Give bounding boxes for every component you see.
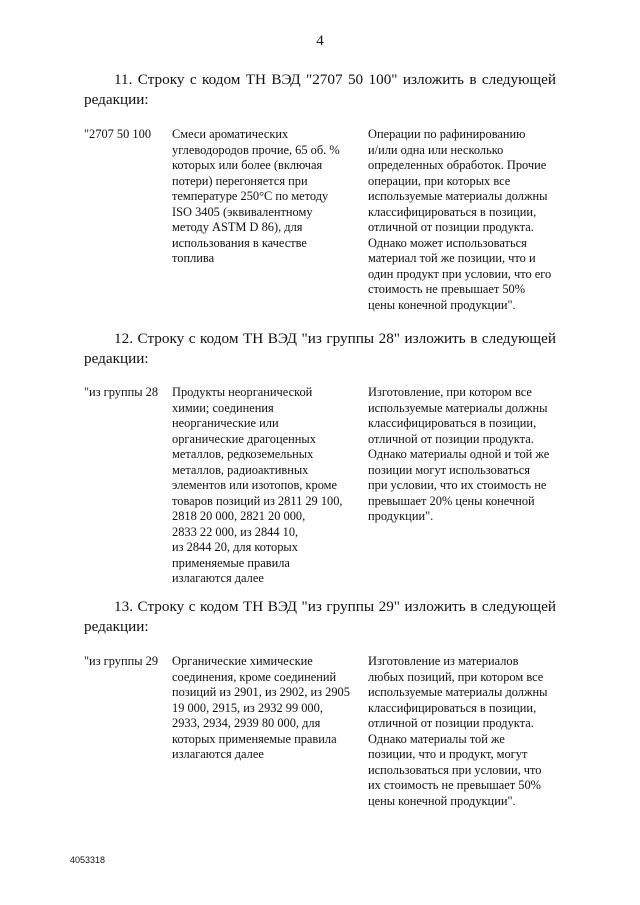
text-line: используемые материалы должны bbox=[368, 685, 548, 699]
row-rule bbox=[368, 127, 568, 313]
text-line: при условии, что их стоимость не bbox=[368, 478, 547, 492]
text-line: продукции". bbox=[368, 509, 434, 523]
text-line: используемые материалы должны bbox=[368, 189, 548, 203]
text-line: товаров позиций из 2811 29 100, bbox=[172, 493, 343, 508]
text-line: один продукт при условии, что его bbox=[368, 266, 552, 281]
text-line: Однако материалы одной и той же bbox=[368, 447, 550, 461]
text-line: 2833 22 000, из 2844 10, bbox=[172, 524, 299, 539]
text-line: температуре 250°С по методу bbox=[172, 189, 329, 203]
text-line: Органические химические bbox=[172, 654, 313, 668]
text-line: металлов, редкоземельных bbox=[172, 447, 314, 461]
text-line: из 2844 20, для которых bbox=[172, 540, 298, 554]
row-rule bbox=[368, 654, 568, 809]
text-line: определенных обработок. Прочие bbox=[368, 158, 547, 172]
section-heading-line: редакции: bbox=[84, 350, 149, 367]
text-line: металлов, радиоактивных bbox=[172, 462, 309, 477]
text-line: используемые материалы должны bbox=[368, 400, 548, 415]
text-line: химии; соединения bbox=[172, 400, 274, 415]
page-number: 4 bbox=[316, 33, 324, 49]
row-code: "из группы 28 bbox=[84, 385, 159, 399]
text-line: органические драгоценных bbox=[172, 431, 316, 446]
text-line: неорганические или bbox=[172, 416, 279, 430]
text-line: классифицироваться в позиции, bbox=[368, 416, 537, 430]
text-line: Продукты неорганической bbox=[172, 385, 313, 399]
text-line: Смеси ароматических bbox=[172, 127, 289, 141]
text-line: соединения, кроме соединений bbox=[172, 669, 337, 684]
text-line: 19 000, 2915, из 2932 99 000, bbox=[172, 700, 323, 715]
text-line: излагаются далее bbox=[172, 747, 264, 761]
section-heading-12 bbox=[84, 329, 556, 369]
section-heading-11 bbox=[84, 70, 556, 110]
row-code: "из группы 29 bbox=[84, 654, 159, 668]
text-line: позиции, что и продукт, могут bbox=[368, 747, 528, 761]
section-heading-line: редакции: bbox=[84, 618, 149, 635]
text-line: стоимость не превышает 50% bbox=[368, 282, 526, 296]
row-description bbox=[172, 127, 357, 267]
text-line: классифицироваться в позиции, bbox=[368, 700, 537, 715]
text-line: использоваться при условии, что bbox=[368, 762, 542, 777]
text-line: цены конечной продукции". bbox=[368, 793, 516, 808]
text-line: материал той же позиции, что и bbox=[368, 251, 536, 265]
text-line: любых позиций, при котором все bbox=[368, 669, 544, 684]
text-line: Изготовление из материалов bbox=[368, 654, 519, 668]
text-line: Однако может использоваться bbox=[368, 235, 527, 250]
text-line: 2933, 2934, 2939 80 000, для bbox=[172, 716, 321, 730]
text-line: излагаются далее bbox=[172, 571, 264, 585]
text-line: ISO 3405 (эквивалентному bbox=[172, 204, 313, 219]
text-line: которых применяемые правила bbox=[172, 731, 337, 746]
text-line: отличной от позиции продукта. bbox=[368, 431, 534, 446]
text-line: использования в качестве bbox=[172, 235, 307, 250]
section-heading-line: редакции: bbox=[84, 91, 149, 108]
text-line: и/или одна или несколько bbox=[368, 142, 504, 157]
text-line: углеводородов прочие, 65 об. % bbox=[172, 142, 340, 157]
text-line: отличной от позиции продукта. bbox=[368, 220, 534, 234]
text-line: превышает 20% цены конечной bbox=[368, 493, 535, 508]
text-line: методу ASTM D 86), для bbox=[172, 220, 303, 234]
text-line: потери) перегоняется при bbox=[172, 173, 308, 188]
text-line: отличной от позиции продукта. bbox=[368, 716, 534, 730]
text-line: их стоимость не превышает 50% bbox=[368, 778, 542, 792]
section-heading-line: 13. Строку с кодом ТН ВЭД "из группы 29" изложить в следующей bbox=[114, 598, 556, 615]
text-line: применяемые правила bbox=[172, 555, 290, 570]
row-description bbox=[172, 385, 357, 587]
text-line: операции, при которых все bbox=[368, 173, 511, 188]
document-id: 4053318 bbox=[70, 855, 106, 865]
section-heading-line: 12. Строку с кодом ТН ВЭД "из группы 28" изложить в следующей bbox=[114, 330, 556, 347]
section-heading-line: 11. Строку с кодом ТН ВЭД "2707 50 100" изложить в следующей bbox=[114, 71, 556, 88]
text-line: цены конечной продукции". bbox=[368, 297, 516, 312]
text-line: элементов или изотопов, кроме bbox=[172, 478, 338, 492]
row-description bbox=[172, 654, 357, 763]
text-line: топлива bbox=[172, 251, 215, 265]
text-line: Операции по рафинированию bbox=[368, 127, 526, 141]
text-line: позиции могут использоваться bbox=[368, 462, 530, 477]
text-line: 2818 20 000, 2821 20 000, bbox=[172, 509, 306, 523]
row-code: "2707 50 100 bbox=[84, 127, 152, 141]
text-line: которых или более (включая bbox=[172, 158, 323, 172]
text-line: позиций из 2901, из 2902, из 2905 bbox=[172, 685, 350, 699]
text-line: классифицироваться в позиции, bbox=[368, 204, 537, 219]
section-heading-13 bbox=[84, 597, 556, 637]
text-line: Изготовление, при котором все bbox=[368, 385, 532, 399]
row-rule bbox=[368, 385, 568, 525]
text-line: Однако материалы той же bbox=[368, 731, 505, 746]
